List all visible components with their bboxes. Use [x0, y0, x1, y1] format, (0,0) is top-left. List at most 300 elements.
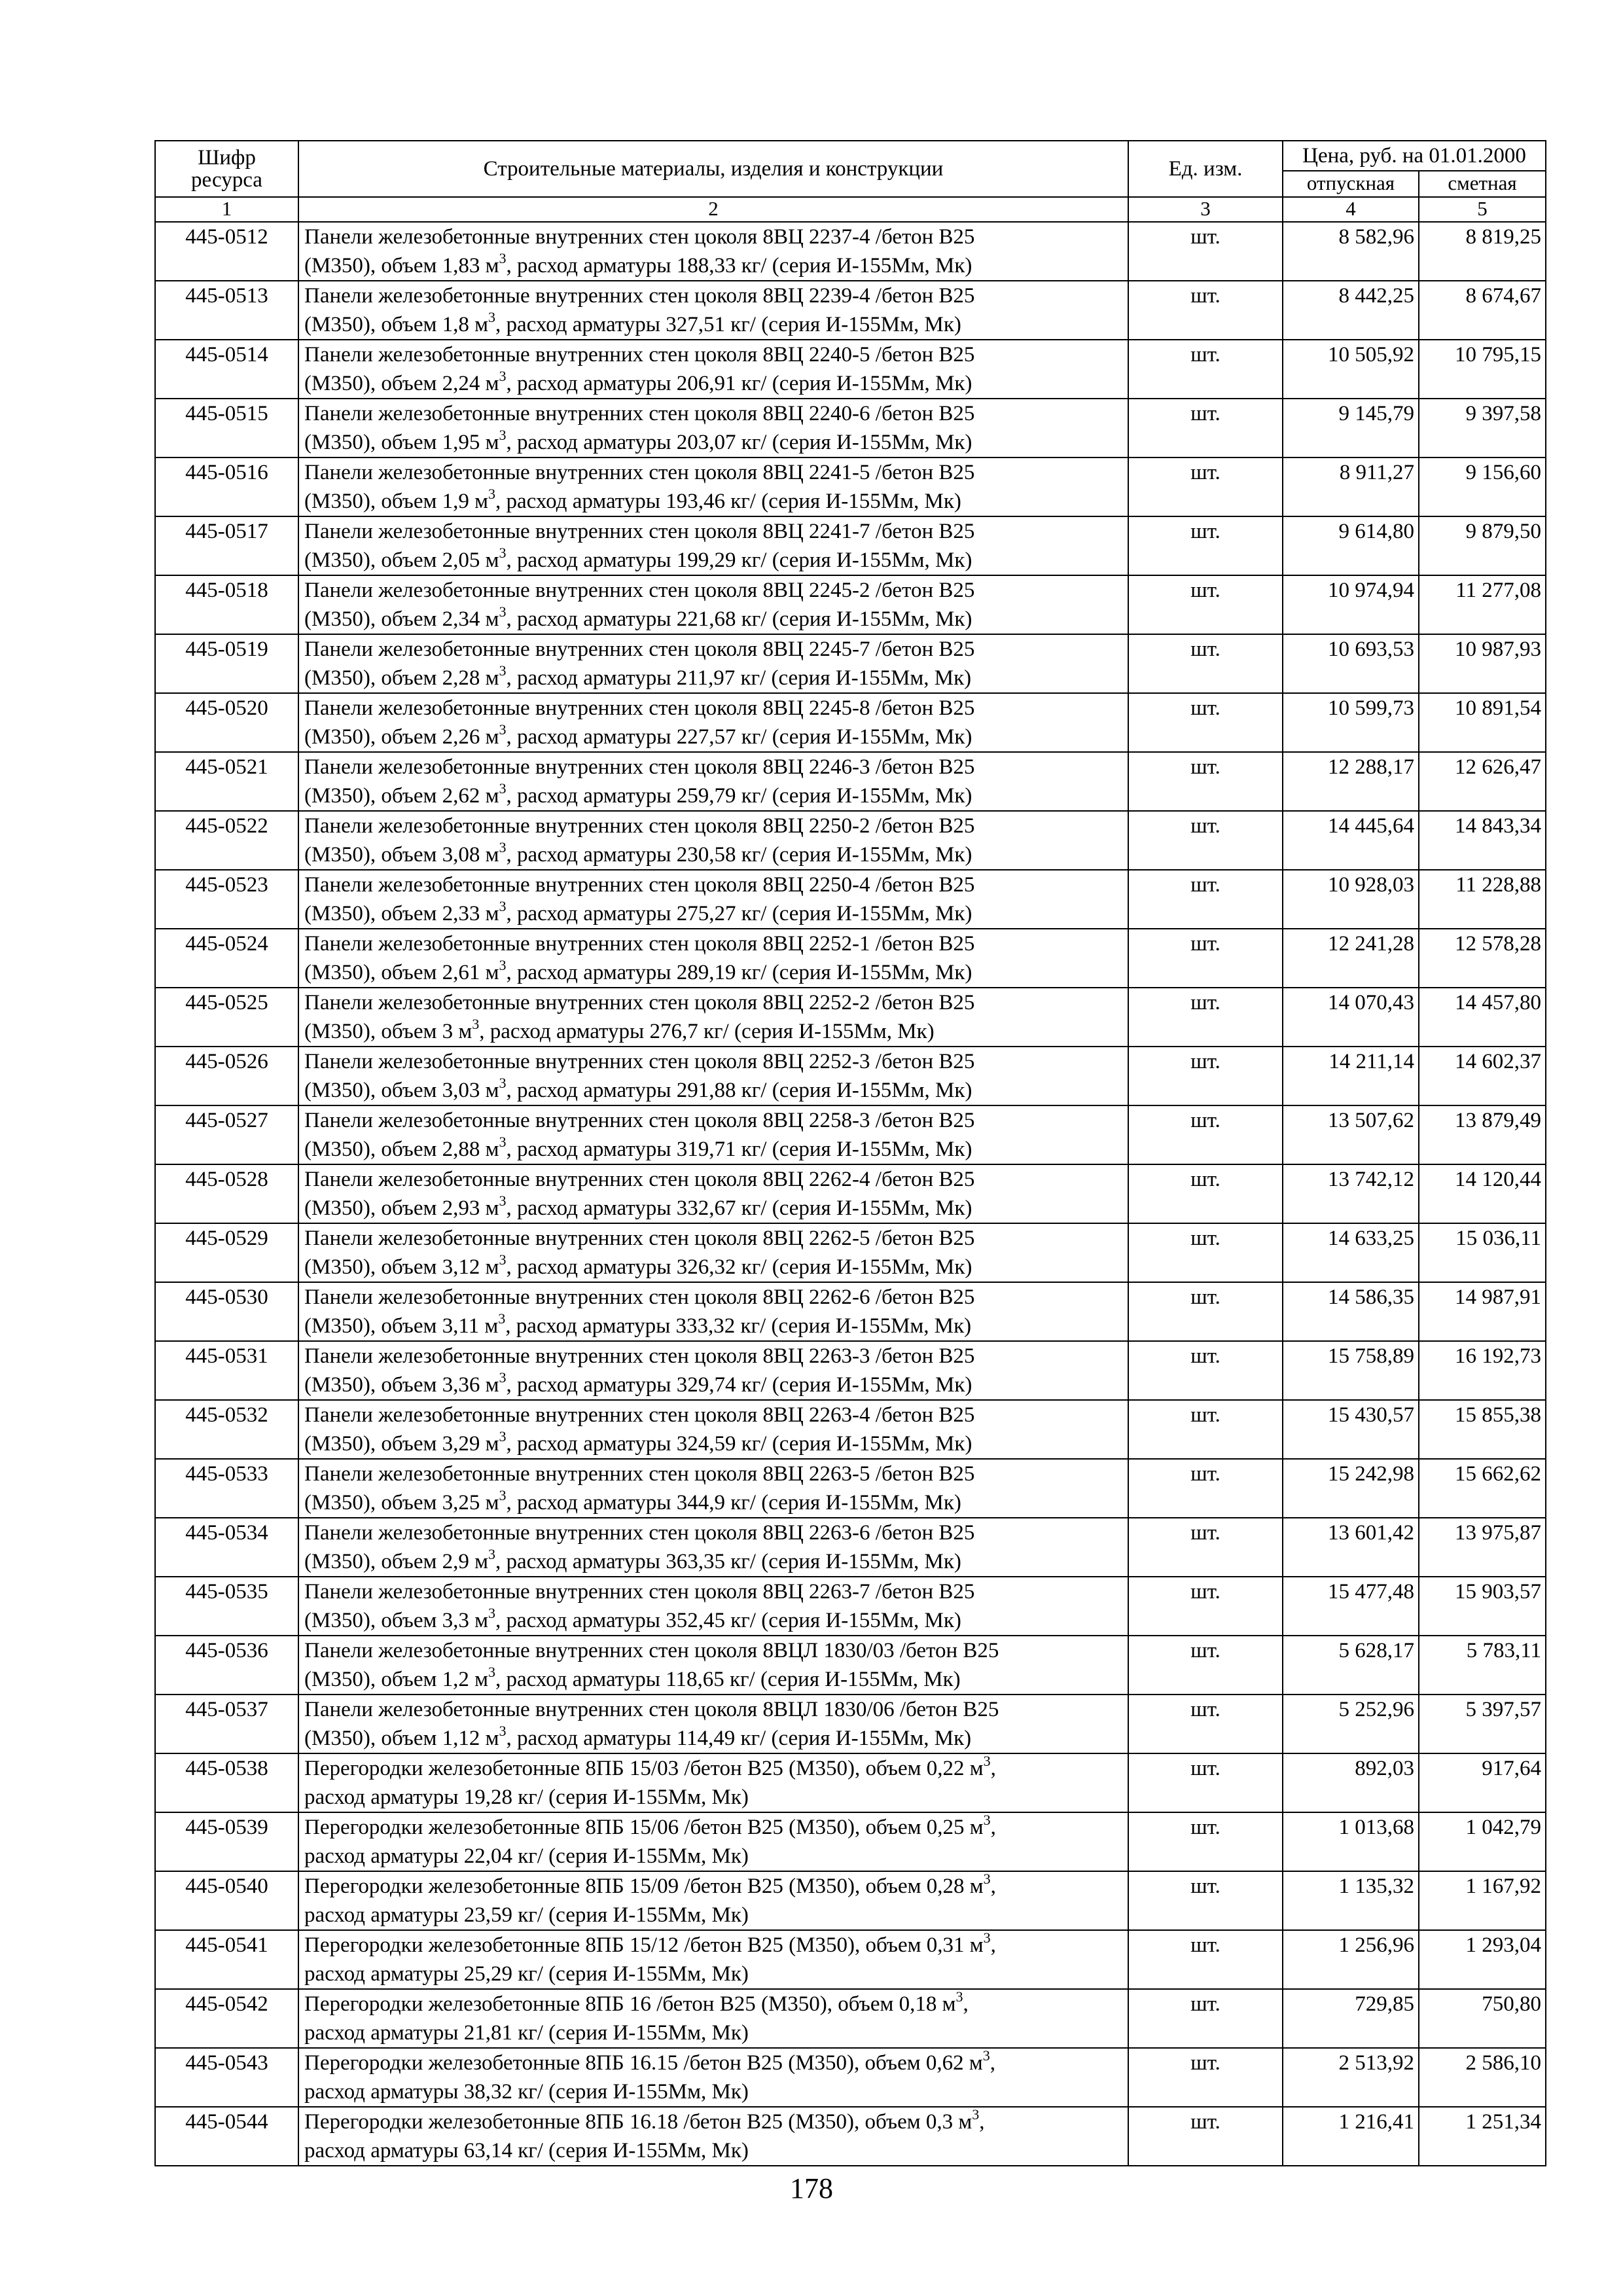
table-row: [155, 516, 1546, 575]
item-name-line1: Панели железобетонные внутренних стен цоколя 8ВЦ 2252-3 /бетон В25: [304, 1050, 975, 1073]
estimate-price-cell: 9 879,50: [1419, 516, 1546, 575]
cubic-superscript: 3: [472, 1016, 480, 1032]
item-name-line1: Панели железобетонные внутренних стен цоколя 8ВЦ 2241-5 /бетон В25: [304, 461, 975, 484]
item-volume: (М350), объем 3,03 м: [304, 1079, 499, 1102]
release-price-cell: 14 445,64: [1283, 811, 1419, 870]
release-price-cell: 9 145,79: [1283, 399, 1419, 457]
item-name-line1: Панели железобетонные внутренних стен цоколя 8ВЦ 2263-5 /бетон В25: [304, 1462, 975, 1486]
item-name-line1: Панели железобетонные внутренних стен цоколя 8ВЦ 2245-2 /бетон В25: [304, 579, 975, 602]
item-volume: (М350), объем 3,3 м: [304, 1609, 489, 1632]
item-name-line2: расход арматуры 19,28 кг/ (серия И-155Мм, Мк): [304, 1785, 749, 1809]
item-name-line1: Панели железобетонные внутренних стен цоколя 8ВЦ 2263-4 /бетон В25: [304, 1403, 975, 1427]
item-reinforcement: , расход арматуры 206,91 кг/ (серия И-155Мм, Мк): [506, 372, 972, 395]
item-name-line2: расход арматуры 38,32 кг/ (серия И-155Мм, Мк): [304, 2080, 749, 2104]
unit-cell: шт.: [1128, 1812, 1283, 1871]
item-name-line1: [304, 1931, 1122, 1960]
cubic-superscript: 3: [488, 1546, 496, 1562]
item-name: [298, 222, 1128, 281]
resource-code: 445-0522: [155, 811, 298, 870]
release-price-cell: 729,85: [1283, 1989, 1419, 2048]
table-row: [155, 1636, 1546, 1695]
unit-cell: шт.: [1128, 1871, 1283, 1930]
cubic-superscript: 3: [488, 486, 496, 502]
item-name: [298, 1400, 1128, 1459]
item-name-line2: [304, 899, 1122, 928]
item-volume: (М350), объем 1,12 м: [304, 1727, 499, 1750]
estimate-price-cell: 14 457,80: [1419, 988, 1546, 1047]
item-comma: ,: [963, 1992, 969, 2016]
item-name-line1: Панели железобетонные внутренних стен цоколя 8ВЦ 2245-8 /бетон В25: [304, 696, 975, 720]
cubic-superscript: 3: [488, 1605, 496, 1621]
item-name-line2: [304, 310, 1122, 339]
item-name-line2: [304, 723, 1122, 751]
item-volume: (М350), объем 3,08 м: [304, 843, 499, 867]
cubic-superscript: 3: [499, 545, 507, 561]
table-row: [155, 1164, 1546, 1223]
price-table-container: [154, 140, 1545, 2166]
resource-code: 445-0527: [155, 1105, 298, 1164]
cubic-superscript: 3: [499, 662, 507, 679]
cubic-superscript: 3: [499, 898, 507, 914]
release-price-cell: 12 241,28: [1283, 929, 1419, 988]
header-estimate-price: сметная: [1419, 171, 1546, 197]
item-volume: (М350), объем 1,83 м: [304, 254, 499, 278]
item-name: [298, 1812, 1128, 1871]
table-row: [155, 1812, 1546, 1871]
item-name: [298, 1577, 1128, 1636]
cubic-superscript: 3: [499, 1369, 507, 1386]
cubic-superscript: 3: [499, 780, 507, 797]
item-volume: (М350), объем 3 м: [304, 1020, 473, 1043]
table-row: [155, 634, 1546, 693]
resource-code: 445-0542: [155, 1989, 298, 2048]
unit-cell: шт.: [1128, 1577, 1283, 1636]
item-volume: Перегородки железобетонные 8ПБ 15/12 /бетон В25 (М350), объем 0,31 м: [304, 1933, 984, 1957]
item-name: [298, 1930, 1128, 1989]
item-name-line1: Панели железобетонные внутренних стен цоколя 8ВЦЛ 1830/06 /бетон В25: [304, 1698, 999, 1721]
estimate-price-cell: 1 167,92: [1419, 1871, 1546, 1930]
item-name-line1: Панели железобетонные внутренних стен цоколя 8ВЦ 2263-7 /бетон В25: [304, 1580, 975, 1604]
cubic-superscript: 3: [499, 839, 507, 855]
release-price-cell: 10 599,73: [1283, 693, 1419, 752]
item-volume: (М350), объем 2,61 м: [304, 961, 499, 984]
item-name-line2: расход арматуры 21,81 кг/ (серия И-155Мм, Мк): [304, 2021, 749, 2045]
item-name-line2: [304, 664, 1122, 692]
table-row: [155, 222, 1546, 281]
estimate-price-cell: 5 397,57: [1419, 1695, 1546, 1753]
release-price-cell: 12 288,17: [1283, 752, 1419, 811]
item-name: [298, 870, 1128, 929]
item-reinforcement: , расход арматуры 230,58 кг/ (серия И-155Мм, Мк): [506, 843, 972, 867]
resource-code: 445-0530: [155, 1282, 298, 1341]
item-volume: (М350), объем 2,05 м: [304, 548, 499, 572]
item-name-line2: [304, 1606, 1122, 1635]
item-reinforcement: , расход арматуры 319,71 кг/ (серия И-155Мм, Мк): [506, 1138, 972, 1161]
release-price-cell: 10 693,53: [1283, 634, 1419, 693]
table-row: [155, 988, 1546, 1047]
cubic-superscript: 3: [499, 957, 507, 973]
item-volume: (М350), объем 2,33 м: [304, 902, 499, 925]
resource-code: 445-0515: [155, 399, 298, 457]
cubic-superscript: 3: [499, 1075, 507, 1091]
item-name-line2: [304, 1017, 1122, 1046]
cubic-superscript: 3: [499, 1251, 507, 1268]
item-name-line1: [304, 1872, 1122, 1901]
item-name: [298, 281, 1128, 340]
item-reinforcement: , расход арматуры 193,46 кг/ (серия И-155Мм, Мк): [495, 490, 961, 513]
cubic-superscript: 3: [983, 1753, 991, 1769]
item-name-line1: Панели железобетонные внутренних стен цоколя 8ВЦ 2263-6 /бетон В25: [304, 1521, 975, 1545]
item-volume: (М350), объем 2,88 м: [304, 1138, 499, 1161]
estimate-price-cell: 14 602,37: [1419, 1047, 1546, 1105]
unit-cell: шт.: [1128, 1282, 1283, 1341]
item-name-line2: [304, 1371, 1122, 1399]
item-name: [298, 1989, 1128, 2048]
item-volume: Перегородки железобетонные 8ПБ 15/06 /бетон В25 (М350), объем 0,25 м: [304, 1816, 984, 1839]
unit-cell: шт.: [1128, 1518, 1283, 1577]
unit-cell: шт.: [1128, 1223, 1283, 1282]
unit-cell: шт.: [1128, 811, 1283, 870]
item-volume: Перегородки железобетонные 8ПБ 16 /бетон В25 (М350), объем 0,18 м: [304, 1992, 956, 2016]
item-reinforcement: , расход арматуры 363,35 кг/ (серия И-155Мм, Мк): [495, 1550, 961, 1573]
item-name: [298, 1518, 1128, 1577]
item-reinforcement: , расход арматуры 352,45 кг/ (серия И-155Мм, Мк): [495, 1609, 961, 1632]
table-row: [155, 1105, 1546, 1164]
unit-cell: шт.: [1128, 1753, 1283, 1812]
item-name: [298, 811, 1128, 870]
item-reinforcement: , расход арматуры 221,68 кг/ (серия И-155Мм, Мк): [506, 607, 972, 631]
item-name: [298, 929, 1128, 988]
resource-code: 445-0531: [155, 1341, 298, 1400]
estimate-price-cell: 16 192,73: [1419, 1341, 1546, 1400]
release-price-cell: 13 507,62: [1283, 1105, 1419, 1164]
item-name-line2: [304, 546, 1122, 575]
item-name-line2: [304, 1194, 1122, 1223]
table-row: [155, 340, 1546, 399]
item-name-line1: Панели железобетонные внутренних стен цоколя 8ВЦ 2258-3 /бетон В25: [304, 1109, 975, 1132]
unit-cell: шт.: [1128, 693, 1283, 752]
resource-code: 445-0539: [155, 1812, 298, 1871]
col-number-3: 3: [1128, 197, 1283, 222]
item-name-line2: расход арматуры 63,14 кг/ (серия И-155Мм, Мк): [304, 2139, 749, 2162]
table-row: [155, 1753, 1546, 1812]
page-number: 178: [790, 2172, 833, 2204]
header-price: Цена, руб. на 01.01.2000: [1283, 141, 1546, 171]
cubic-superscript: 3: [488, 309, 496, 325]
item-name: [298, 516, 1128, 575]
item-name-line2: [304, 369, 1122, 398]
cubic-superscript: 3: [499, 1723, 507, 1739]
item-reinforcement: , расход арматуры 203,07 кг/ (серия И-155Мм, Мк): [506, 431, 972, 454]
cubic-superscript: 3: [983, 1871, 991, 1887]
item-volume: (М350), объем 2,34 м: [304, 607, 499, 631]
estimate-price-cell: 2 586,10: [1419, 2048, 1546, 2107]
estimate-price-cell: 15 855,38: [1419, 1400, 1546, 1459]
unit-cell: шт.: [1128, 1459, 1283, 1518]
item-name-line2: [304, 1312, 1122, 1340]
cubic-superscript: 3: [982, 2048, 990, 2064]
item-volume: Перегородки железобетонные 8ПБ 15/09 /бетон В25 (М350), объем 0,28 м: [304, 1874, 984, 1898]
item-comma: ,: [990, 1757, 996, 1780]
item-volume: (М350), объем 3,12 м: [304, 1255, 499, 1279]
item-reinforcement: , расход арматуры 227,57 кг/ (серия И-155Мм, Мк): [506, 725, 972, 749]
unit-cell: шт.: [1128, 281, 1283, 340]
item-reinforcement: , расход арматуры 329,74 кг/ (серия И-155Мм, Мк): [506, 1373, 972, 1397]
release-price-cell: 1 256,96: [1283, 1930, 1419, 1989]
release-price-cell: 8 911,27: [1283, 457, 1419, 516]
unit-cell: шт.: [1128, 575, 1283, 634]
table-row: [155, 870, 1546, 929]
estimate-price-cell: 13 975,87: [1419, 1518, 1546, 1577]
estimate-price-cell: 10 891,54: [1419, 693, 1546, 752]
release-price-cell: 1 135,32: [1283, 1871, 1419, 1930]
resource-code: 445-0541: [155, 1930, 298, 1989]
unit-cell: шт.: [1128, 988, 1283, 1047]
item-name: [298, 988, 1128, 1047]
release-price-cell: 2 513,92: [1283, 2048, 1419, 2107]
item-name-line1: Панели железобетонные внутренних стен цоколя 8ВЦ 2240-5 /бетон В25: [304, 343, 975, 367]
item-volume: Перегородки железобетонные 8ПБ 15/03 /бетон В25 (М350), объем 0,22 м: [304, 1757, 984, 1780]
item-name-line1: Панели железобетонные внутренних стен цоколя 8ВЦ 2252-2 /бетон В25: [304, 991, 975, 1014]
item-comma: ,: [990, 1933, 996, 1957]
item-name-line2: [304, 1547, 1122, 1576]
header-release-price: отпускная: [1283, 171, 1419, 197]
resource-code: 445-0535: [155, 1577, 298, 1636]
estimate-price-cell: 14 843,34: [1419, 811, 1546, 870]
table-row: [155, 1695, 1546, 1753]
estimate-price-cell: 1 251,34: [1419, 2107, 1546, 2166]
release-price-cell: 10 974,94: [1283, 575, 1419, 634]
col-number-5: 5: [1419, 197, 1546, 222]
release-price-cell: 14 586,35: [1283, 1282, 1419, 1341]
release-price-cell: 8 442,25: [1283, 281, 1419, 340]
cubic-superscript: 3: [983, 1930, 991, 1946]
item-volume: (М350), объем 3,36 м: [304, 1373, 499, 1397]
release-price-cell: 892,03: [1283, 1753, 1419, 1812]
resource-code: 445-0536: [155, 1636, 298, 1695]
estimate-price-cell: 15 903,57: [1419, 1577, 1546, 1636]
item-reinforcement: , расход арматуры 289,19 кг/ (серия И-155Мм, Мк): [506, 961, 972, 984]
item-volume: (М350), объем 2,9 м: [304, 1550, 489, 1573]
release-price-cell: 10 505,92: [1283, 340, 1419, 399]
item-volume: (М350), объем 3,25 м: [304, 1491, 499, 1515]
table-row: [155, 1518, 1546, 1577]
cubic-superscript: 3: [499, 427, 507, 443]
item-reinforcement: , расход арматуры 114,49 кг/ (серия И-155Мм, Мк): [506, 1727, 972, 1750]
item-volume: Перегородки железобетонные 8ПБ 16.18 /бетон В25 (М350), объем 0,3 м: [304, 2110, 972, 2134]
resource-code: 445-0543: [155, 2048, 298, 2107]
table-row: [155, 752, 1546, 811]
item-name-line1: Панели железобетонные внутренних стен цоколя 8ВЦ 2262-4 /бетон В25: [304, 1168, 975, 1191]
cubic-superscript: 3: [499, 368, 507, 384]
item-reinforcement: , расход арматуры 344,9 кг/ (серия И-155Мм, Мк): [506, 1491, 961, 1515]
item-name-line1: Панели железобетонные внутренних стен цоколя 8ВЦ 2241-7 /бетон В25: [304, 520, 975, 543]
item-name-line2: [304, 840, 1122, 869]
item-volume: (М350), объем 1,9 м: [304, 490, 489, 513]
item-volume: (М350), объем 2,26 м: [304, 725, 499, 749]
item-name-line2: [304, 605, 1122, 634]
item-comma: ,: [990, 2051, 995, 2075]
item-name-line1: Панели железобетонные внутренних стен цоколя 8ВЦ 2239-4 /бетон В25: [304, 284, 975, 308]
resource-code: 445-0525: [155, 988, 298, 1047]
cubic-superscript: 3: [499, 1193, 507, 1209]
col-number-4: 4: [1283, 197, 1419, 222]
estimate-price-cell: 12 578,28: [1419, 929, 1546, 988]
release-price-cell: 14 070,43: [1283, 988, 1419, 1047]
estimate-price-cell: 13 879,49: [1419, 1105, 1546, 1164]
item-name-line1: [304, 1754, 1122, 1783]
unit-cell: шт.: [1128, 222, 1283, 281]
resource-code: 445-0518: [155, 575, 298, 634]
cubic-superscript: 3: [499, 721, 507, 738]
resource-code: 445-0517: [155, 516, 298, 575]
resource-code: 445-0538: [155, 1753, 298, 1812]
item-volume: (М350), объем 3,11 м: [304, 1314, 499, 1338]
item-name-line1: Панели железобетонные внутренних стен цоколя 8ВЦ 2252-1 /бетон В25: [304, 932, 975, 956]
item-name-line2: [304, 428, 1122, 457]
item-name: [298, 1636, 1128, 1695]
cubic-superscript: 3: [499, 1487, 507, 1503]
item-comma: ,: [990, 1816, 996, 1839]
release-price-cell: 9 614,80: [1283, 516, 1419, 575]
item-name: [298, 752, 1128, 811]
cubic-superscript: 3: [499, 250, 507, 266]
release-price-cell: 8 582,96: [1283, 222, 1419, 281]
item-name: [298, 1459, 1128, 1518]
unit-cell: шт.: [1128, 1341, 1283, 1400]
item-name: [298, 1047, 1128, 1105]
estimate-price-cell: 5 783,11: [1419, 1636, 1546, 1695]
item-name: [298, 2107, 1128, 2166]
resource-code: 445-0526: [155, 1047, 298, 1105]
item-name-line1: Панели железобетонные внутренних стен цоколя 8ВЦ 2240-6 /бетон В25: [304, 402, 975, 425]
item-name-line2: [304, 1665, 1122, 1694]
item-name: [298, 693, 1128, 752]
estimate-price-cell: 10 795,15: [1419, 340, 1546, 399]
item-name: [298, 1223, 1128, 1282]
item-reinforcement: , расход арматуры 118,65 кг/ (серия И-155Мм, Мк): [495, 1668, 961, 1691]
item-name-line1: Панели железобетонные внутренних стен цоколя 8ВЦ 2262-6 /бетон В25: [304, 1285, 975, 1309]
unit-cell: шт.: [1128, 1164, 1283, 1223]
cubic-superscript: 3: [488, 1664, 496, 1680]
item-name-line1: Панели железобетонные внутренних стен цоколя 8ВЦ 2250-2 /бетон В25: [304, 814, 975, 838]
item-volume: (М350), объем 2,24 м: [304, 372, 499, 395]
estimate-price-cell: 11 277,08: [1419, 575, 1546, 634]
item-name-line2: [304, 958, 1122, 987]
header-code: [155, 141, 298, 197]
table-row: [155, 1341, 1546, 1400]
cubic-superscript: 3: [498, 1310, 506, 1327]
price-table: [154, 140, 1546, 2166]
item-name-line1: Панели железобетонные внутренних стен цоколя 8ВЦ 2263-3 /бетон В25: [304, 1344, 975, 1368]
item-name-line2: расход арматуры 23,59 кг/ (серия И-155Мм, Мк): [304, 1903, 749, 1927]
table-row: [155, 1930, 1546, 1989]
item-name-line1: [304, 2108, 1122, 2136]
release-price-cell: 5 252,96: [1283, 1695, 1419, 1753]
item-name-line2: расход арматуры 25,29 кг/ (серия И-155Мм, Мк): [304, 1962, 749, 1986]
resource-code: 445-0529: [155, 1223, 298, 1282]
item-name-line1: [304, 1813, 1122, 1842]
table-row: [155, 1577, 1546, 1636]
unit-cell: шт.: [1128, 1400, 1283, 1459]
table-row: [155, 1459, 1546, 1518]
cubic-superscript: 3: [972, 2107, 980, 2123]
table-row: [155, 1989, 1546, 2048]
item-reinforcement: , расход арматуры 276,7 кг/ (серия И-155Мм, Мк): [479, 1020, 935, 1043]
table-row: [155, 399, 1546, 457]
release-price-cell: 13 742,12: [1283, 1164, 1419, 1223]
release-price-cell: 13 601,42: [1283, 1518, 1419, 1577]
item-volume: (М350), объем 2,28 м: [304, 666, 499, 690]
release-price-cell: 15 477,48: [1283, 1577, 1419, 1636]
estimate-price-cell: 9 397,58: [1419, 399, 1546, 457]
estimate-price-cell: 1 042,79: [1419, 1812, 1546, 1871]
unit-cell: шт.: [1128, 2107, 1283, 2166]
unit-cell: шт.: [1128, 340, 1283, 399]
item-volume: (М350), объем 1,2 м: [304, 1668, 489, 1691]
item-volume: (М350), объем 1,8 м: [304, 313, 489, 336]
resource-code: 445-0519: [155, 634, 298, 693]
table-row: [155, 1047, 1546, 1105]
col-number-1: 1: [155, 197, 298, 222]
release-price-cell: 14 633,25: [1283, 1223, 1419, 1282]
estimate-price-cell: 14 120,44: [1419, 1164, 1546, 1223]
unit-cell: шт.: [1128, 457, 1283, 516]
estimate-price-cell: 15 662,62: [1419, 1459, 1546, 1518]
table-body: [155, 222, 1546, 2166]
release-price-cell: 15 430,57: [1283, 1400, 1419, 1459]
resource-code: 445-0514: [155, 340, 298, 399]
resource-code: 445-0524: [155, 929, 298, 988]
unit-cell: шт.: [1128, 2048, 1283, 2107]
resource-code: 445-0540: [155, 1871, 298, 1930]
item-name-line2: [304, 1724, 1122, 1753]
item-name: [298, 575, 1128, 634]
item-reinforcement: , расход арматуры 333,32 кг/ (серия И-155Мм, Мк): [505, 1314, 972, 1338]
resource-code: 445-0523: [155, 870, 298, 929]
release-price-cell: 5 628,17: [1283, 1636, 1419, 1695]
item-name: [298, 340, 1128, 399]
item-volume: (М350), объем 2,62 м: [304, 784, 499, 808]
item-name: [298, 1753, 1128, 1812]
table-row: [155, 2107, 1546, 2166]
item-name-line2: [304, 487, 1122, 516]
estimate-price-cell: 1 293,04: [1419, 1930, 1546, 1989]
item-name: [298, 1871, 1128, 1930]
header-unit: Ед. изм.: [1128, 141, 1283, 197]
item-name: [298, 634, 1128, 693]
table-row: [155, 575, 1546, 634]
estimate-price-cell: 10 987,93: [1419, 634, 1546, 693]
table-row: [155, 1400, 1546, 1459]
cubic-superscript: 3: [499, 1428, 507, 1444]
item-reinforcement: , расход арматуры 327,51 кг/ (серия И-155Мм, Мк): [495, 313, 961, 336]
release-price-cell: 14 211,14: [1283, 1047, 1419, 1105]
item-name-line1: [304, 1990, 1122, 2018]
release-price-cell: 15 242,98: [1283, 1459, 1419, 1518]
item-name-line1: Панели железобетонные внутренних стен цоколя 8ВЦ 2250-4 /бетон В25: [304, 873, 975, 897]
unit-cell: шт.: [1128, 399, 1283, 457]
item-volume: (М350), объем 3,29 м: [304, 1432, 499, 1456]
item-volume: (М350), объем 2,93 м: [304, 1196, 499, 1220]
table-row: [155, 281, 1546, 340]
unit-cell: шт.: [1128, 516, 1283, 575]
unit-cell: шт.: [1128, 1105, 1283, 1164]
item-name: [298, 457, 1128, 516]
item-reinforcement: , расход арматуры 332,67 кг/ (серия И-155Мм, Мк): [506, 1196, 972, 1220]
item-name-line2: расход арматуры 22,04 кг/ (серия И-155Мм, Мк): [304, 1844, 749, 1868]
item-volume: Перегородки железобетонные 8ПБ 16.15 /бетон В25 (М350), объем 0,62 м: [304, 2051, 983, 2075]
